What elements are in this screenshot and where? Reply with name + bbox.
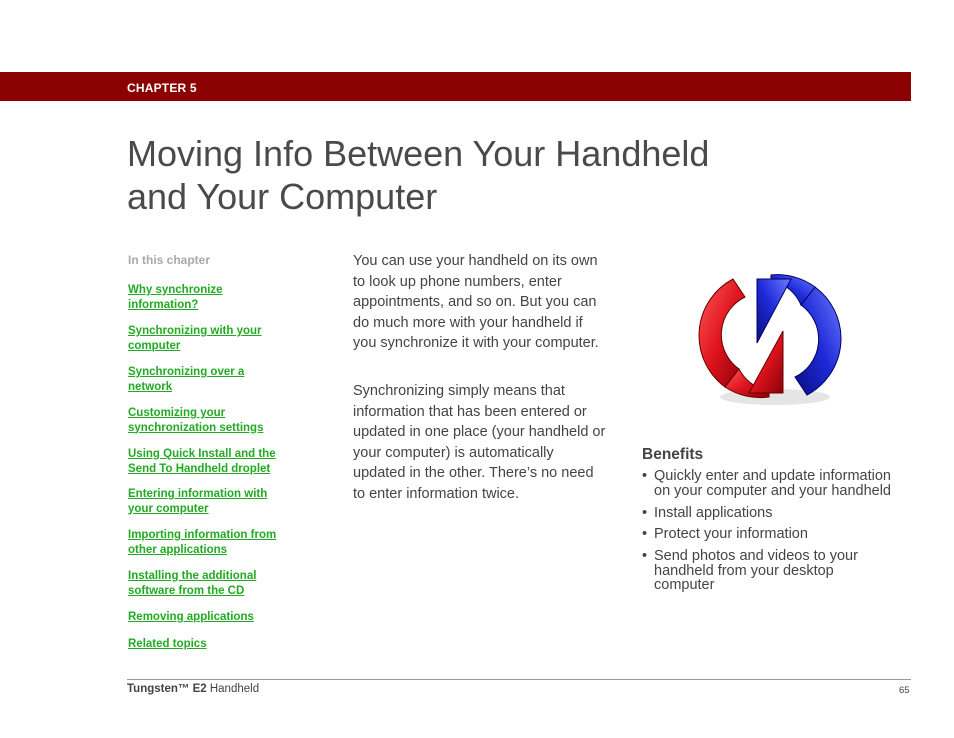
chapter-label: CHAPTER 5	[127, 81, 197, 95]
page-number: 65	[899, 685, 910, 696]
footer-divider	[127, 679, 911, 680]
toc-link-entering-information[interactable]: Entering information with your computer	[128, 488, 268, 515]
chapter-header-bar	[0, 72, 911, 101]
toc-heading: In this chapter	[128, 253, 211, 267]
sync-icon	[695, 265, 845, 410]
benefit-item: • Quickly enter and update information on your computer and your handheld	[642, 468, 891, 499]
benefits-title: Benefits	[642, 446, 704, 463]
intro-paragraph-2: Synchronizing simply means that information that has been entered or updated in one place (your handheld or your computer) is automatically updated in the other. There’s no need to enter information twice.	[353, 383, 606, 502]
bullet-icon: •	[642, 548, 648, 564]
benefit-item: • Send photos and videos to your handheld from your desktop computer	[642, 548, 858, 593]
toc-link-importing-information[interactable]: Importing information from other applications	[128, 529, 277, 556]
benefit-item: • Protect your information	[642, 526, 808, 542]
toc-link-installing-software[interactable]: Installing the additional software from the CD	[128, 570, 257, 597]
benefit-item: • Install applications	[642, 505, 773, 521]
intro-paragraph-1: You can use your handheld on its own to look up phone numbers, enter appointments, and so on. But you can do much more with your handheld if you synchronize it with your computer.	[353, 253, 599, 351]
toc-link-removing-applications[interactable]: Removing applications	[128, 611, 254, 623]
toc-link-synchronizing-over-network[interactable]: Synchronizing over a network	[128, 366, 245, 393]
toc-link-customizing-settings[interactable]: Customizing your synchronization settings	[128, 407, 264, 434]
page-title	[127, 132, 827, 218]
bullet-icon: •	[642, 468, 648, 484]
footer-product-name: Tungsten™ E2 Handheld	[127, 683, 260, 695]
toc-link-why-synchronize[interactable]: Why synchronize information?	[128, 284, 223, 311]
bullet-icon: •	[642, 505, 648, 521]
toc-link-related-topics[interactable]: Related topics	[128, 638, 207, 650]
page-title-line-1: Moving Info Between Your Handheld	[127, 133, 710, 174]
page-title-line-2: and Your Computer	[127, 176, 438, 217]
bullet-icon: •	[642, 526, 648, 542]
toc-link-synchronizing-with-computer[interactable]: Synchronizing with your computer	[128, 325, 262, 352]
toc-link-quick-install[interactable]: Using Quick Install and the Send To Handheld droplet	[128, 448, 276, 475]
